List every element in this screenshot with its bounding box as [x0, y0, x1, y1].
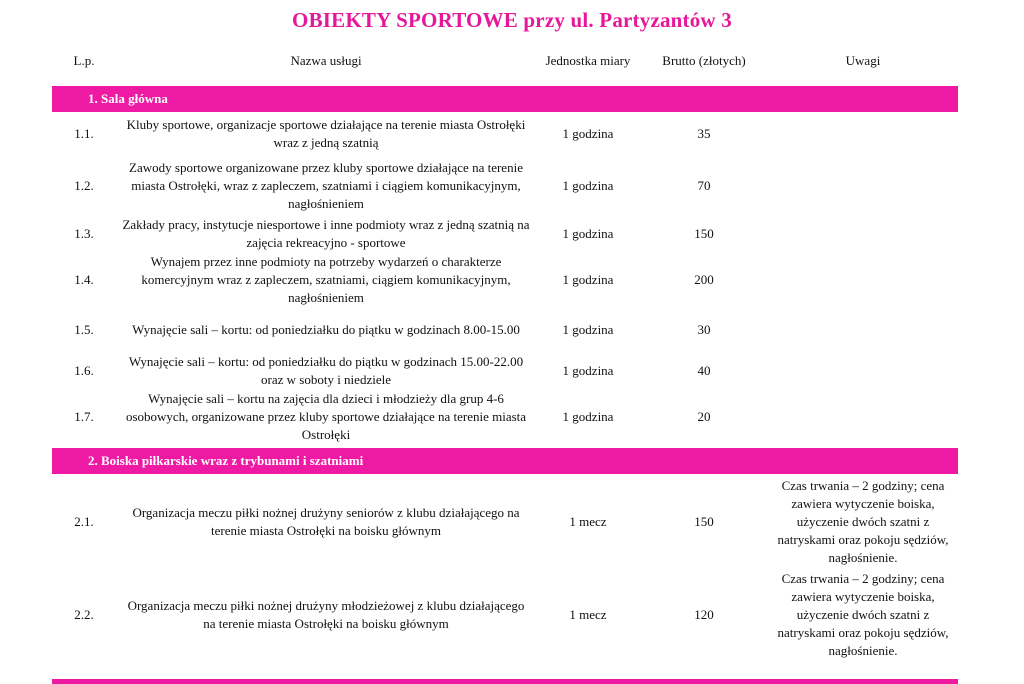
- cell-lp: 1.4.: [74, 272, 94, 287]
- section-header-row: [52, 86, 958, 112]
- cell-name: Kluby sportowe, organizacje sportowe działające na terenie miasta Ostrołęki wraz z jedną szatnią: [126, 117, 526, 150]
- cell-lp: 2.2.: [74, 607, 94, 622]
- header-price: Brutto (złotych): [662, 53, 746, 68]
- section-title: 2. Boiska piłkarskie wraz z trybunami i szatniami: [52, 448, 958, 474]
- cell-notes: Czas trwania – 2 godziny; cena zawiera wytyczenie boiska, użyczenie dwóch szatni z natryskami oraz pokoju sędziów, nagłośnienie.: [777, 478, 949, 565]
- cell-notes: [768, 216, 958, 252]
- table-row: [52, 570, 958, 660]
- cell-name: Organizacja meczu piłki nożnej drużyny seniorów z klubu działającego na terenie miasta Ostrołęki na boisku głównym: [132, 505, 520, 538]
- cell-price: 30: [697, 322, 711, 337]
- header-lp: L.p.: [73, 53, 95, 68]
- cell-notes: [768, 352, 958, 390]
- cell-price: 150: [694, 514, 714, 529]
- cell-price: 70: [697, 178, 711, 193]
- cell-lp: 1.3.: [74, 226, 94, 241]
- pricing-table: [52, 40, 958, 660]
- cell-price: 40: [697, 363, 711, 378]
- section-title: 1. Sala główna: [52, 86, 958, 112]
- cell-unit: 1 mecz: [569, 514, 607, 529]
- cell-notes: [768, 252, 958, 308]
- cell-price: 200: [694, 272, 714, 287]
- cell-price: 35: [697, 126, 711, 141]
- table-header-row: [52, 40, 958, 82]
- cell-unit: 1 godzina: [562, 363, 614, 378]
- cell-lp: 2.1.: [74, 514, 94, 529]
- table-row: [52, 308, 958, 352]
- cell-name: Wynajęcie sali – kortu: od poniedziałku do piątku w godzinach 8.00-15.00: [132, 322, 520, 337]
- header-name: Nazwa usługi: [290, 53, 362, 68]
- table-row: [52, 216, 958, 252]
- table-row: [52, 352, 958, 390]
- cell-unit: 1 godzina: [562, 178, 614, 193]
- header-unit: Jednostka miary: [545, 53, 631, 68]
- cell-unit: 1 godzina: [562, 126, 614, 141]
- cell-name: Organizacja meczu piłki nożnej drużyny młodzieżowej z klubu działającego na terenie miasta Ostrołęki na boisku głównym: [127, 598, 525, 631]
- cell-lp: 1.5.: [74, 322, 94, 337]
- cell-price: 150: [694, 226, 714, 241]
- cell-notes: [768, 112, 958, 156]
- cell-notes: Czas trwania – 2 godziny; cena zawiera wytyczenie boiska, użyczenie dwóch szatni z natryskami oraz pokoju sędziów, nagłośnienie.: [777, 571, 949, 658]
- cell-lp: 1.6.: [74, 363, 94, 378]
- header-notes: Uwagi: [845, 53, 881, 68]
- cell-unit: 1 godzina: [562, 322, 614, 337]
- section-bar-bottom: [52, 679, 958, 684]
- cell-unit: 1 godzina: [562, 409, 614, 424]
- page-title: OBIEKTY SPORTOWE przy ul. Partyzantów 3: [292, 8, 732, 32]
- cell-lp: 1.2.: [74, 178, 94, 193]
- cell-unit: 1 mecz: [569, 607, 607, 622]
- cell-name: Zawody sportowe organizowane przez kluby sportowe działające na terenie miasta Ostrołęki, wraz z zapleczem, szatniami i ciągiem komunikacyjnym, nagłośnieniem: [129, 160, 523, 211]
- table-row: [52, 474, 958, 570]
- cell-unit: 1 godzina: [562, 272, 614, 287]
- cell-name: Wynajęcie sali – kortu na zajęcia dla dzieci i młodzieży dla grup 4-6 osobowych, organizowane przez kluby sportowe działające na terenie miasta Ostrołęki: [125, 391, 527, 442]
- cell-name: Wynajem przez inne podmioty na potrzeby wydarzeń o charakterze komercyjnym wraz z zapleczem, szatniami, ciągiem komunikacyjnym, nagłośnieniem: [141, 254, 511, 305]
- cell-lp: 1.1.: [74, 126, 94, 141]
- cell-notes: [768, 390, 958, 444]
- section-header-row: [52, 448, 958, 474]
- cell-price: 120: [694, 607, 714, 622]
- table-row: [52, 156, 958, 216]
- cell-lp: 1.7.: [74, 409, 94, 424]
- cell-notes: [768, 308, 958, 352]
- cell-name: Wynajęcie sali – kortu: od poniedziałku do piątku w godzinach 15.00-22.00 oraz w soboty i niedziele: [128, 354, 524, 387]
- cell-unit: 1 godzina: [562, 226, 614, 241]
- table-row: [52, 390, 958, 444]
- table-row: [52, 112, 958, 156]
- cell-name: Zakłady pracy, instytucje niesportowe i inne podmioty wraz z jedną szatnią na zajęcia rekreacyjno - sportowe: [122, 217, 530, 250]
- table-body: [52, 82, 958, 660]
- table-row: [52, 252, 958, 308]
- cell-notes: [768, 156, 958, 216]
- cell-price: 20: [697, 409, 711, 424]
